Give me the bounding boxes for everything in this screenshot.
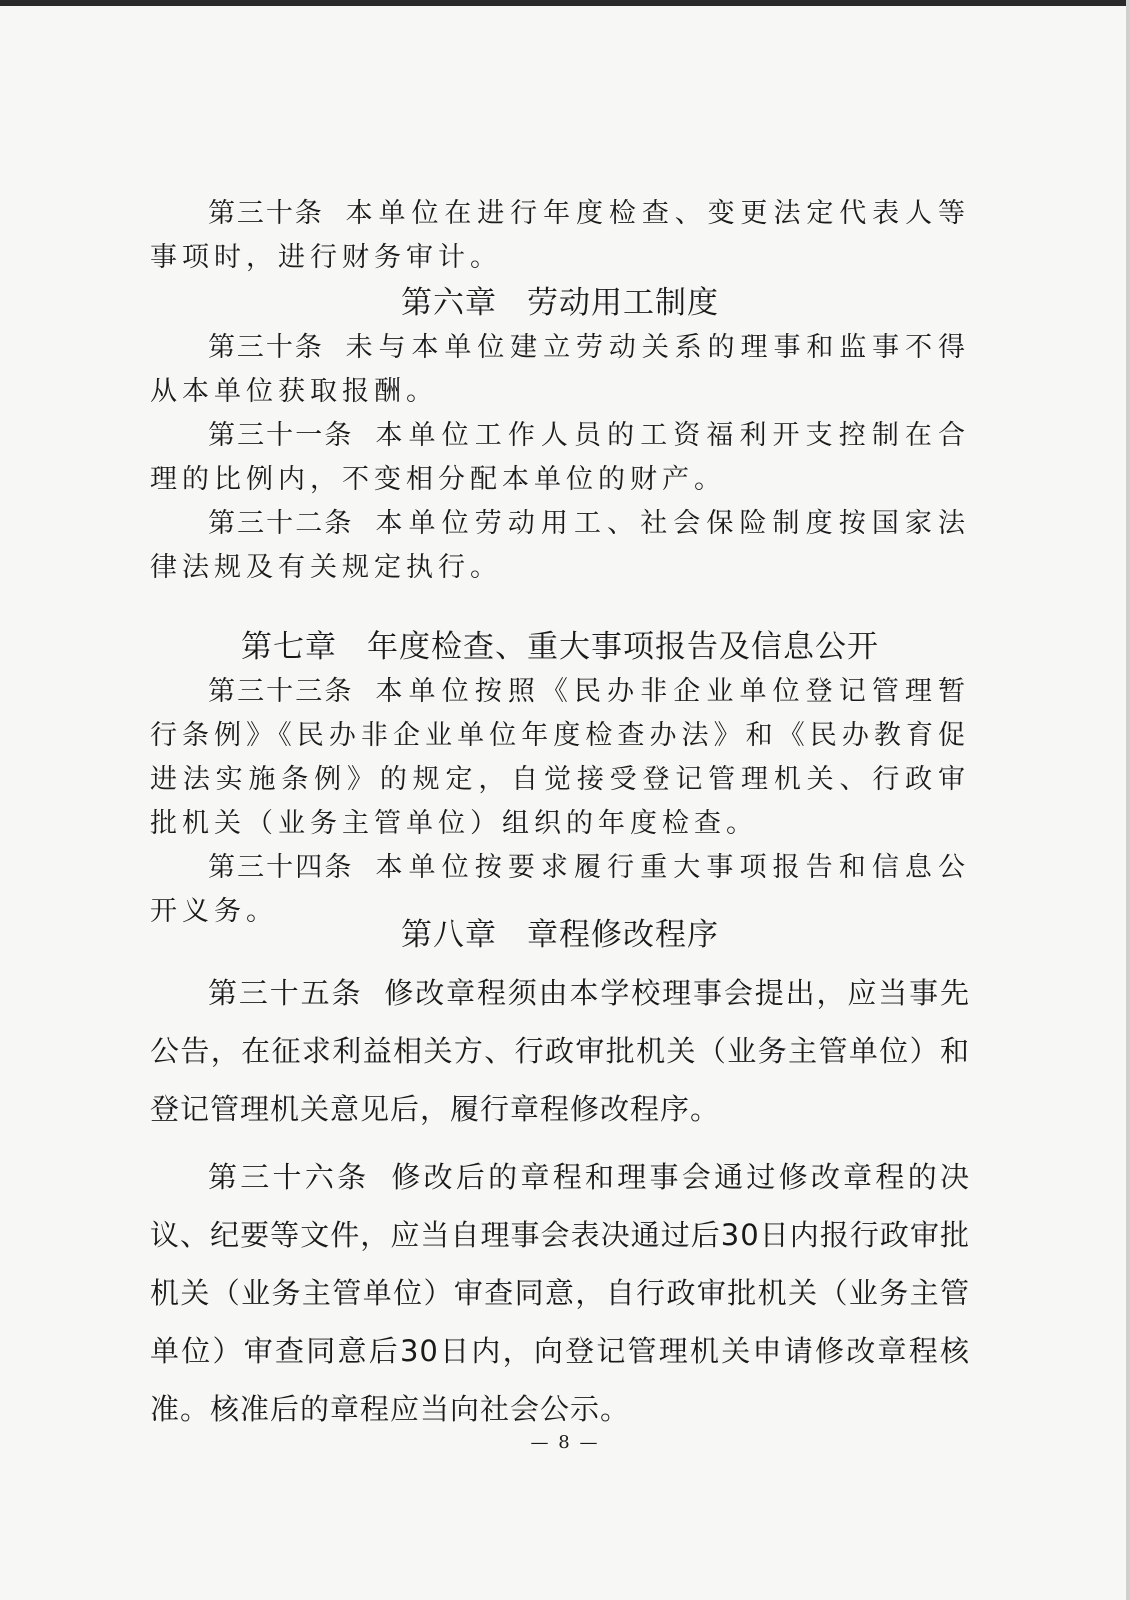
chapter-6-heading bbox=[150, 280, 970, 326]
article-label: 第三十五条 bbox=[208, 976, 363, 1010]
article-label: 第三十三条 bbox=[208, 676, 354, 707]
article-label: 第三十六条 bbox=[208, 1160, 370, 1194]
scan-top-edge bbox=[0, 0, 1130, 6]
article-35 bbox=[150, 964, 970, 1138]
article-33 bbox=[150, 670, 970, 846]
article-31 bbox=[150, 414, 970, 502]
chapter-6-body bbox=[150, 326, 970, 590]
article-32 bbox=[150, 502, 970, 590]
article-text: 本单位劳动用工、社会保险制度按国家法律法规及有关规定执行。 bbox=[150, 508, 971, 583]
article-text: 修改后的章程和理事会通过修改章程的决议、纪要等文件，应当自理事会表决通过后30日内报行政审批机关（业务主管单位）审查同意，自行政审批机关（业务主管单位）审查同意后30日内，向登记管理机关申请修改章程核准。核准后的章程应当向社会公示。 bbox=[150, 1160, 970, 1426]
chapter-number: 第八章 bbox=[401, 917, 497, 953]
article-paragraph bbox=[150, 192, 970, 280]
article-36 bbox=[150, 1148, 970, 1438]
article-30 bbox=[150, 326, 970, 414]
article-text: 本单位工作人员的工资福利开支控制在合理的比例内，不变相分配本单位的财产。 bbox=[150, 420, 971, 495]
page-number: — 8 — bbox=[530, 1432, 600, 1453]
chapter-8-heading bbox=[150, 912, 970, 958]
chapter-8-body bbox=[150, 964, 970, 1438]
chapter-number: 第七章 bbox=[241, 629, 337, 665]
chapter-number: 第六章 bbox=[401, 285, 497, 321]
chapter-title bbox=[150, 280, 970, 326]
chapter-7-body bbox=[150, 670, 970, 934]
chapter-7-heading bbox=[150, 624, 970, 670]
chapter-title bbox=[150, 624, 970, 670]
chapter-name: 劳动用工制度 bbox=[527, 285, 719, 321]
article-label: 第三十二条 bbox=[208, 508, 354, 539]
article-text: 本单位按照《民办非企业单位登记管理暂行条例》《民办非企业单位年度检查办法》和《民办教育促进法实施条例》的规定，自觉接受登记管理机关、行政审批机关（业务主管单位）组织的年度检查。 bbox=[150, 676, 971, 839]
article-text: 未与本单位建立劳动关系的理事和监事不得从本单位获取报酬。 bbox=[150, 332, 971, 407]
article-text: 本单位在进行年度检查、变更法定代表人等事项时，进行财务审计。 bbox=[150, 198, 971, 273]
article-text: 本单位按要求履行重大事项报告和信息公开义务。 bbox=[150, 852, 971, 927]
article-text: 修改章程须由本学校理事会提出，应当事先公告，在征求利益相关方、行政审批机关（业务主管单位）和登记管理机关意见后，履行章程修改程序。 bbox=[150, 976, 970, 1126]
chapter-name: 年度检查、重大事项报告及信息公开 bbox=[367, 629, 879, 665]
article-label: 第三十条 bbox=[208, 332, 324, 363]
article-label: 第三十一条 bbox=[208, 420, 354, 451]
chapter-name: 章程修改程序 bbox=[527, 917, 719, 953]
article-30-audit bbox=[150, 192, 970, 280]
article-label: 第三十四条 bbox=[208, 852, 354, 883]
article-label: 第三十条 bbox=[208, 198, 324, 229]
chapter-title bbox=[150, 912, 970, 958]
scan-right-edge bbox=[1126, 0, 1130, 1600]
